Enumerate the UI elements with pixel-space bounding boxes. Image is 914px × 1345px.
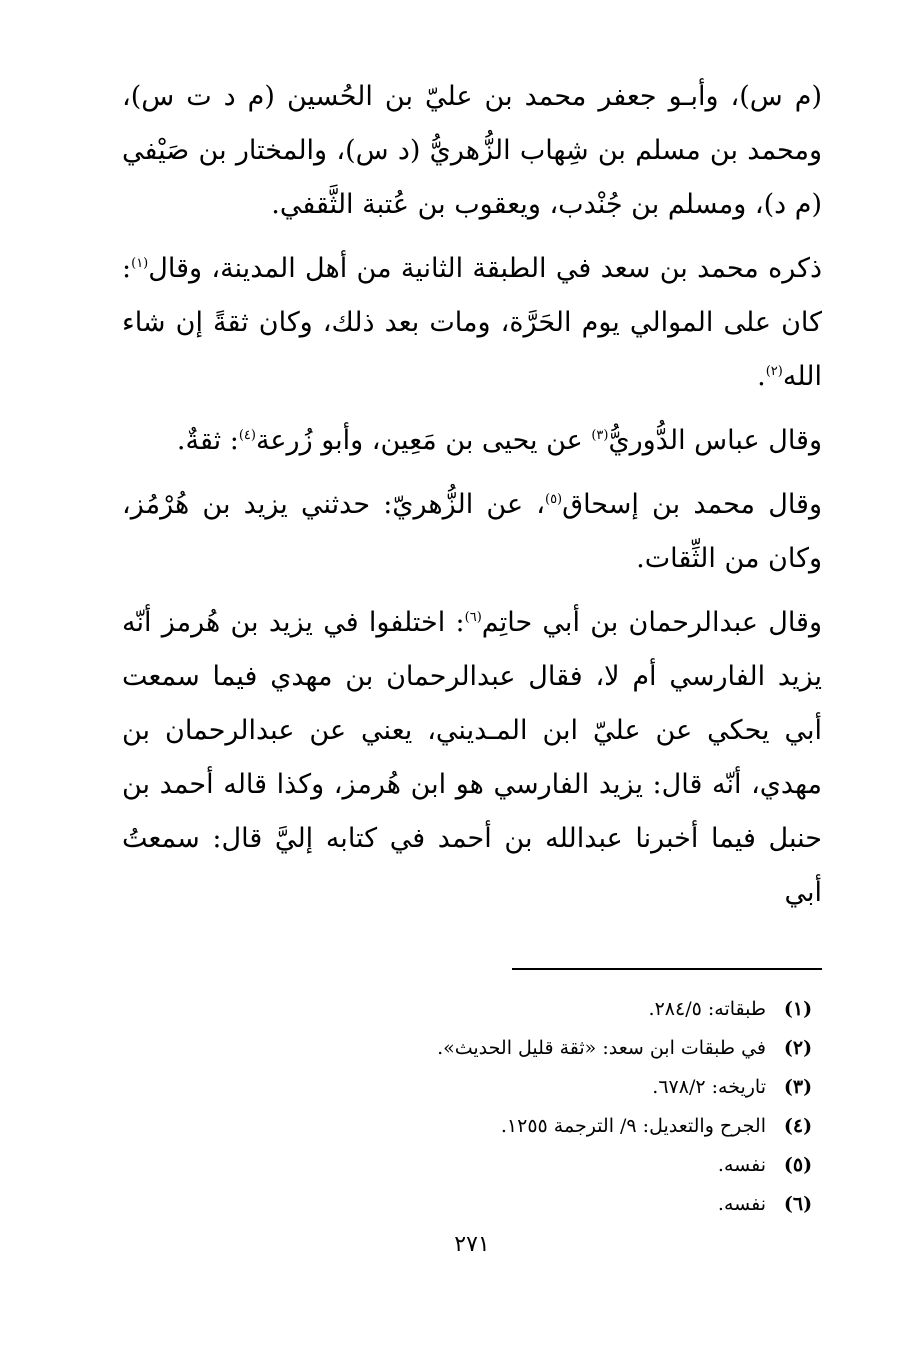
- footnote-ref-4: (٤): [238, 428, 256, 443]
- footnote: [122, 1185, 822, 1224]
- footnote-text: نفسه.: [717, 1154, 766, 1176]
- footnote-ref-5: (٥): [544, 492, 563, 507]
- paragraph-1: [122, 70, 822, 232]
- paragraph-4-text-b: ، عن الزُّهريّ: حدثني يزيد بن هُرْمُز، وكان من الثِّقات.: [122, 489, 822, 574]
- footnote-number: (٤): [783, 1115, 813, 1137]
- footnote-text: في طبقات ابن سعد: «ثقة قليل الحديث».: [437, 1037, 766, 1059]
- footnote-separator: [512, 968, 822, 970]
- paragraph-3-text-b: عن يحيى بن مَعِين، وأبو زُرعة: [255, 425, 592, 456]
- footnote: [122, 1068, 822, 1107]
- footnote-text: الجرح والتعديل: ٩/ الترجمة ١٢٥٥.: [500, 1115, 766, 1137]
- footnote-number: (٢): [783, 1037, 813, 1059]
- footnote-ref-2: (٢): [765, 364, 783, 379]
- paragraph-2: [122, 242, 822, 404]
- paragraph-5-text-a: وقال عبدالرحمان بن أبي حاتِم: [481, 607, 822, 638]
- footnote-number: (٣): [783, 1076, 813, 1098]
- paragraph-1-text: (م س)، وأبـو جعفر محمد بن عليّ بن الحُسين (م د ت س)، ومحمد بن مسلم بن شِهاب الزُّهريُّ (د س)، والمختار بن صَيْفي (م د)، ومسلم بن جُنْدب، ويعقوب بن عُتبة الثَّقفي.: [122, 81, 822, 220]
- footnote-ref-3: (٣): [591, 428, 609, 443]
- footnotes: [122, 990, 822, 1224]
- page: [122, 70, 822, 1310]
- paragraph-2-text-a: ذكره محمد بن سعد في الطبقة الثانية من أهل المدينة، وقال: [148, 253, 822, 284]
- paragraph-4: [122, 478, 822, 586]
- footnote-text: تاريخه: ٦٧٨/٢.: [652, 1076, 766, 1098]
- footnote-number: (٥): [783, 1154, 813, 1176]
- footnote-number: (١): [783, 998, 813, 1020]
- footnote: [122, 1029, 822, 1068]
- paragraph-4-text-a: وقال محمد بن إسحاق: [562, 489, 822, 520]
- footnote: [122, 1146, 822, 1185]
- paragraph-3: [122, 414, 822, 468]
- footnote-ref-1: (١): [131, 256, 149, 271]
- paragraph-2-text-b: : كان على الموالي يوم الحَرَّة، ومات بعد ذلك، وكان ثقةً إن شاء الله: [122, 253, 822, 392]
- footnote-number: (٦): [783, 1193, 813, 1215]
- footnote-text: نفسه.: [717, 1193, 766, 1215]
- footnote: [122, 990, 822, 1029]
- footnote-ref-6: (٦): [464, 610, 482, 625]
- footnote: [122, 1107, 822, 1146]
- paragraph-2-text-c: .: [757, 361, 766, 392]
- paragraph-5-text-b: : اختلفوا في يزيد بن هُرمز أنّه يزيد الفارسي أم لا، فقال عبدالرحمان بن مهدي فيما سمعت أبي يحكي عن عليّ ابن المـديني، يعني عن عبدالرحمان بن مهدي، أنّه قال: يزيد الفارسي هو ابن هُرمز، وكذا قاله أحمد بن حنبل فيما أخبرنا عبدالله بن أحمد في كتابه إليَّ قال: سمعتُ أبي: [122, 607, 822, 908]
- paragraph-5: [122, 596, 822, 920]
- page-number: ٢٧١: [454, 1232, 490, 1257]
- paragraph-3-text-c: : ثقةٌ.: [176, 425, 239, 456]
- footnote-text: طبقاته: ٢٨٤/٥.: [648, 998, 766, 1020]
- paragraph-3-text-a: وقال عباس الدُّوريُّ: [608, 425, 822, 456]
